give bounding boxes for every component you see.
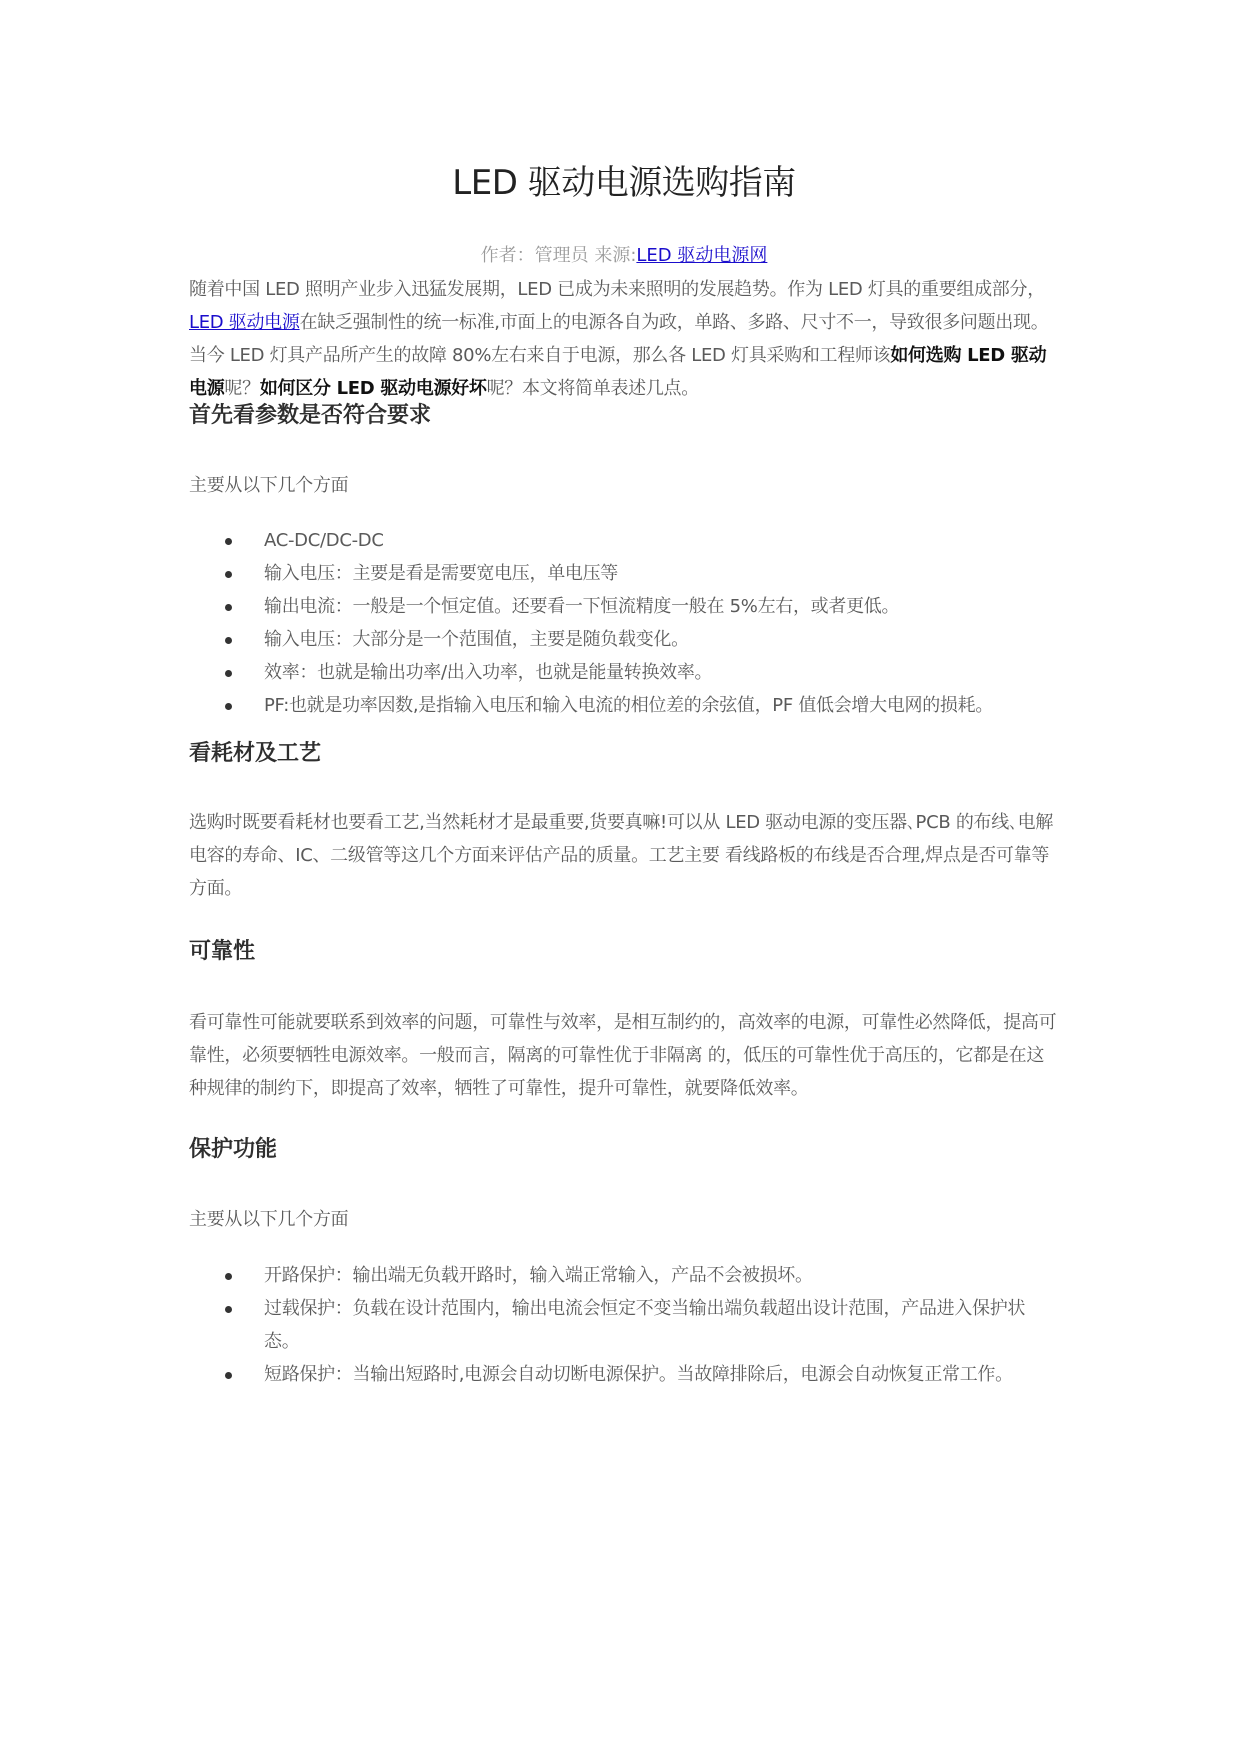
protection-list [189, 1259, 1059, 1391]
bullet-icon [225, 1306, 232, 1313]
section-body-reliability: 看可靠性可能就要联系到效率的问题，可靠性与效率，是相互制约的，高效率的电源，可靠性必然降低，提高可靠性，必须要牺牲电源效率。一般而言，隔离的可靠性优于非隔离 的，低压的可靠性优于高压的，它都是在这种规律的制约下，即提高了效率，牺牲了可靠性，提升可靠性，就要降低效率。 [189, 1012, 1057, 1099]
list-item-text: PF:也就是功率因数,是指输入电压和输入电流的相位差的余弦值，PF 值低会增大电网的损耗。 [264, 695, 994, 716]
bullet-icon [225, 538, 232, 545]
bullet-icon [225, 703, 232, 710]
bullet-icon [225, 1273, 232, 1280]
list-item-text: 输入电压：主要是看是需要宽电压，单电压等 [264, 563, 618, 584]
list-item [189, 689, 1059, 722]
section-heading-materials: 看耗材及工艺 [189, 741, 322, 766]
list-item-text: AC-DC/DC-DC [264, 530, 384, 551]
intro-text-1: 随着中国 LED 照明产业步入迅猛发展期，LED 已成为未来照明的发展趋势。作为 LED 灯具的重要组成部分， [189, 279, 1045, 300]
source-link[interactable]: LED 驱动电源网 [636, 245, 768, 266]
list-item [189, 524, 1059, 557]
intro-text-3: 呢？ [224, 378, 260, 399]
list-item-text: 效率：也就是输出功率/出入功率，也就是能量转换效率。 [264, 662, 713, 683]
section-lead-protection: 主要从以下几个方面 [189, 1209, 349, 1230]
list-item [189, 1292, 1059, 1358]
list-item [189, 656, 1059, 689]
intro-text-4: 呢？本文将简单表述几点。 [486, 378, 699, 399]
section-body-materials: 选购时既要看耗材也要看工艺,当然耗材才是最重要,货要真嘛!可以从 LED 驱动电源的变压器､PCB 的布线､电解电容的寿命、IC、二级管等这几个方面来评估产品的质量。工艺主要 看线路板的布线是否合理,焊点是否可靠等方面。 [189, 812, 1054, 899]
intro-paragraph [189, 273, 1059, 405]
bullet-icon [225, 670, 232, 677]
bullet-icon [225, 1372, 232, 1379]
list-item [189, 1358, 1059, 1391]
bullet-icon [225, 604, 232, 611]
list-item-text: 过载保护：负载在设计范围内，输出电流会恒定不变当输出端负载超出设计范围，产品进入保护状态。 [264, 1298, 1026, 1352]
led-driver-link[interactable]: LED 驱动电源 [189, 312, 300, 333]
author-label: 作者：管理员 来源: [480, 245, 637, 266]
list-item [189, 1259, 1059, 1292]
list-item [189, 590, 1059, 623]
intro-bold-1: 如何选购 LED 驱动电源 [189, 345, 1047, 399]
list-item [189, 557, 1059, 590]
section-heading-reliability: 可靠性 [189, 939, 256, 964]
section-heading-protection: 保护功能 [189, 1137, 278, 1162]
list-item-text: 输入电压：大部分是一个范围值，主要是随负载变化。 [264, 629, 689, 650]
intro-text-2: 在缺乏强制性的统一标准,市面上的电源各自为政，单路、多路、尺寸不一，导致很多问题出现。当今 LED 灯具产品所产生的故障 80%左右来自于电源，那么各 LED 灯具采购和工程师该 [189, 312, 1049, 366]
list-item-text: 短路保护：当输出短路时,电源会自动切断电源保护。当故障排除后，电源会自动恢复正常工作。 [264, 1364, 1013, 1385]
bullet-icon [225, 571, 232, 578]
article-meta [189, 243, 1059, 269]
bullet-icon [225, 637, 232, 644]
section-heading-parameters: 首先看参数是否符合要求 [189, 403, 432, 428]
list-item [189, 623, 1059, 656]
list-item-text: 输出电流：一般是一个恒定值。还要看一下恒流精度一般在 5%左右，或者更低。 [264, 596, 900, 617]
list-item-text: 开路保护：输出端无负载开路时，输入端正常输入，产品不会被损坏。 [264, 1265, 813, 1286]
section-lead-parameters: 主要从以下几个方面 [189, 475, 349, 496]
parameter-list [189, 524, 1059, 722]
intro-bold-2: 如何区分 LED 驱动电源好坏 [259, 378, 487, 399]
page-title: LED 驱动电源选购指南 [452, 163, 796, 203]
